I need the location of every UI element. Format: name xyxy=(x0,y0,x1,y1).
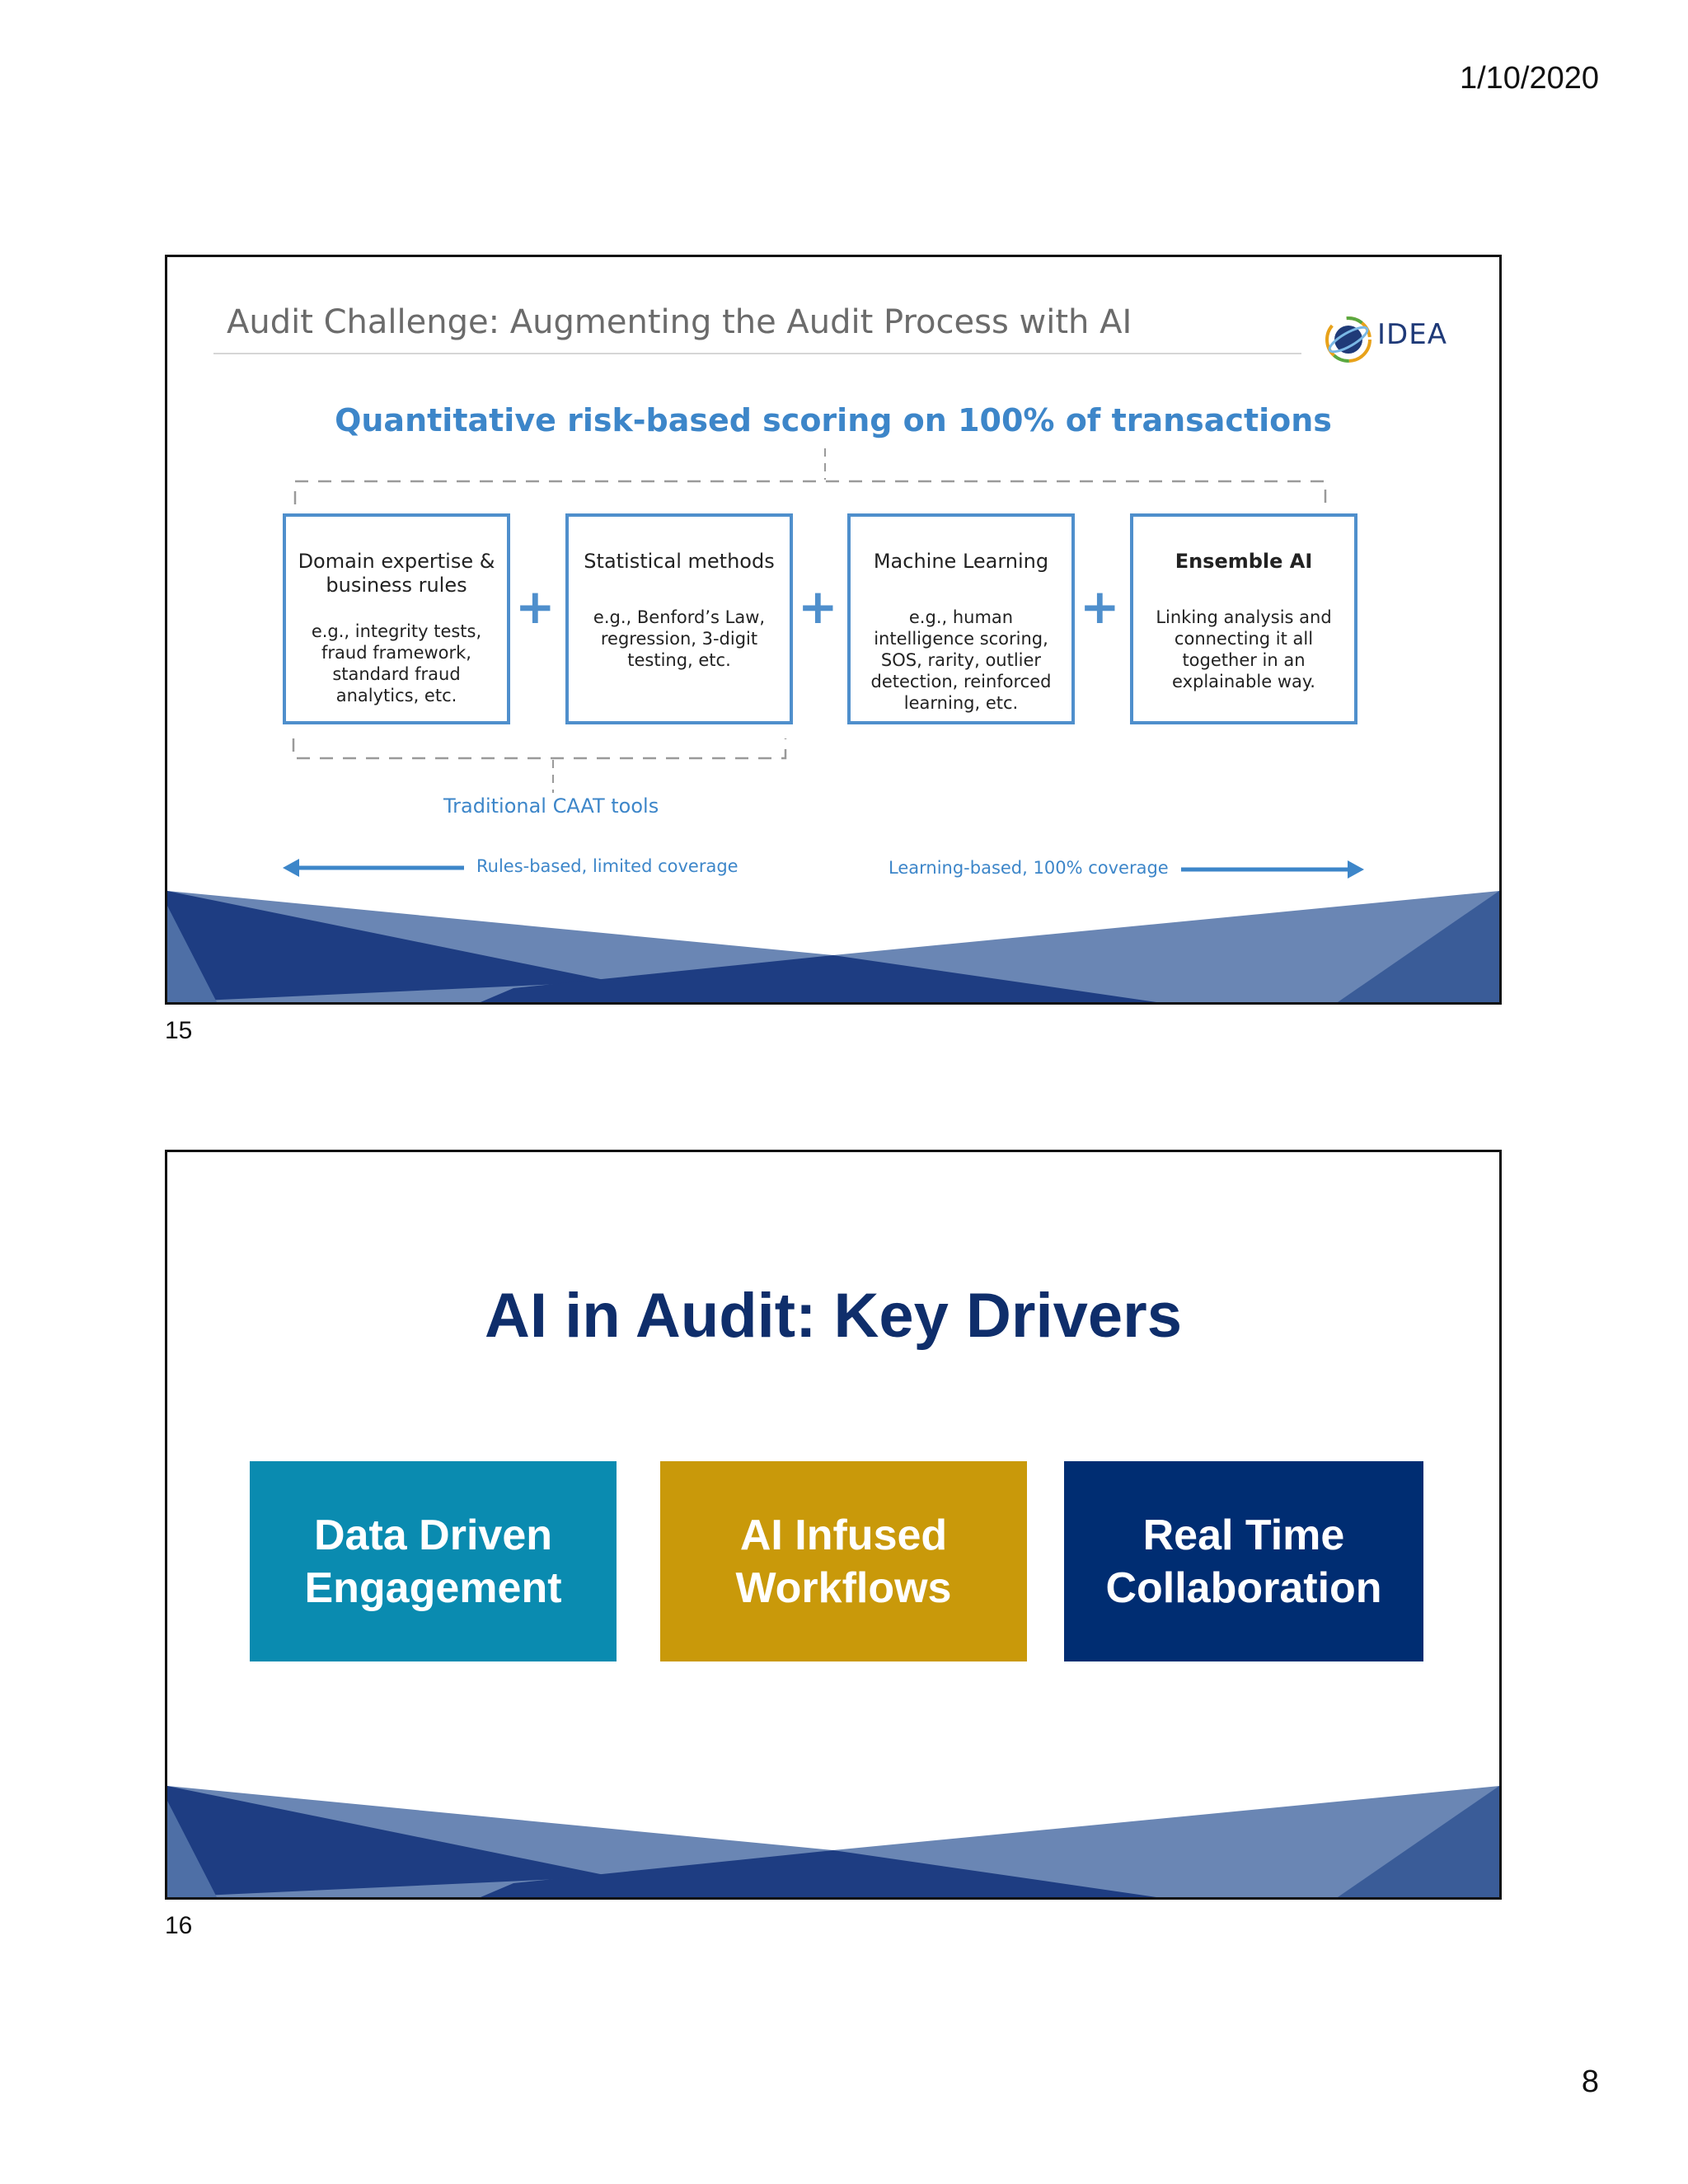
slide-16 xyxy=(165,1150,1502,1900)
plus-icon: + xyxy=(1080,579,1120,635)
slide-title: Audit Challenge: Augmenting the Audit Process with AI xyxy=(227,303,1132,341)
box-title: Machine Learning xyxy=(873,550,1049,573)
driver-ai-infused-workflows: AI Infused Workflows xyxy=(660,1461,1027,1661)
slide-number: 15 xyxy=(165,1017,193,1044)
box-ensemble-ai xyxy=(1130,513,1357,724)
slide-15 xyxy=(165,255,1502,1005)
infographic-title: Quantitative risk-based scoring on 100% of transactions xyxy=(335,402,1332,438)
box-title: Domain expertise & business rules xyxy=(298,550,495,597)
logo-text: IDEA xyxy=(1377,318,1447,351)
box-description: e.g., human intelligence scoring, SOS, rarity, outlier detection, reinforced learning, etc. xyxy=(870,607,1052,713)
slide-title: AI in Audit: Key Drivers xyxy=(484,1281,1183,1351)
slide-number: 16 xyxy=(165,1912,193,1939)
box-domain-expertise xyxy=(283,513,510,724)
box-title: Ensemble AI xyxy=(1175,550,1313,573)
coverage-left-label: Rules-based, limited coverage xyxy=(476,856,738,876)
box-description: e.g., integrity tests, fraud framework, standard fraud analytics, etc. xyxy=(311,621,482,705)
traditional-caat-label: Traditional CAAT tools xyxy=(443,794,659,818)
slide-footer-decoration xyxy=(167,1786,1499,1897)
box-statistical-methods xyxy=(565,513,793,724)
header-date: 1/10/2020 xyxy=(1459,61,1599,96)
driver-data-driven-engagement: Data Driven Engagement xyxy=(250,1461,617,1661)
box-title: Statistical methods xyxy=(584,550,775,573)
coverage-right-label: Learning-based, 100% coverage xyxy=(889,858,1169,878)
plus-icon: + xyxy=(798,579,838,635)
box-description: e.g., Benford’s Law, regression, 3-digit testing, etc. xyxy=(593,607,766,670)
driver-real-time-collaboration: Real Time Collaboration xyxy=(1064,1461,1423,1661)
slide-footer-decoration xyxy=(167,891,1499,1002)
page-number: 8 xyxy=(1581,2064,1599,2099)
box-description: Linking analysis and connecting it all together in an explainable way. xyxy=(1156,607,1332,691)
box-machine-learning xyxy=(847,513,1075,724)
plus-icon: + xyxy=(515,579,556,635)
